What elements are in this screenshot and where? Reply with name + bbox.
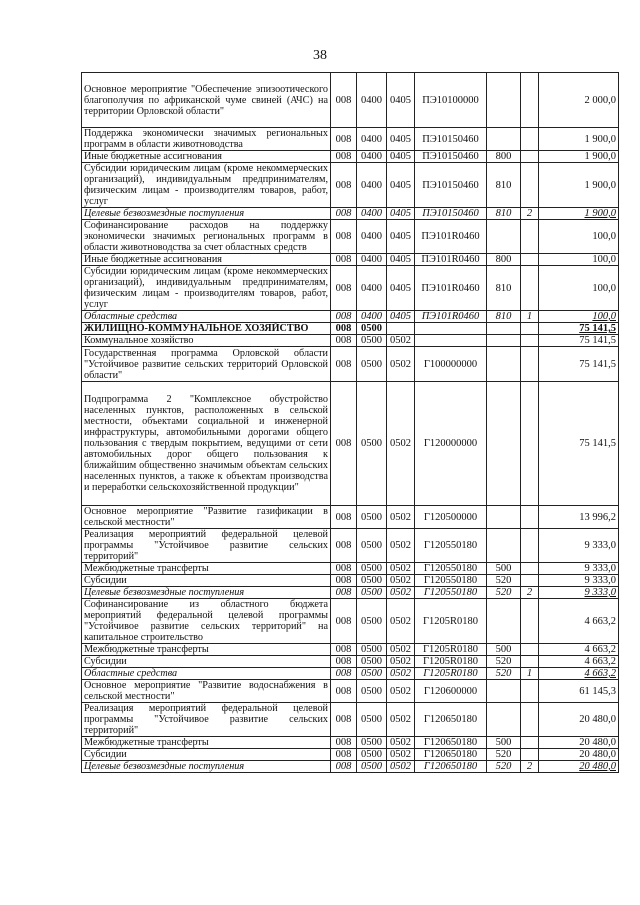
row-name: Областные средства [82, 311, 331, 323]
funding-source-code [521, 382, 539, 506]
target-article-code: Г120550180 [415, 587, 487, 599]
subsection-code: 0502 [387, 587, 415, 599]
amount: 75 141,5 [539, 382, 619, 506]
funding-source-code [521, 335, 539, 347]
funding-source-code [521, 151, 539, 163]
target-article-code: Г120600000 [415, 680, 487, 703]
table-row [82, 220, 619, 254]
table-row [82, 599, 619, 644]
ministry-code: 008 [331, 587, 357, 599]
section-code: 0500 [357, 335, 387, 347]
ministry-code: 008 [331, 737, 357, 749]
amount: 75 141,5 [539, 323, 619, 335]
ministry-code: 008 [331, 335, 357, 347]
expense-type-code: 500 [487, 737, 521, 749]
table-row [82, 163, 619, 208]
section-code: 0500 [357, 347, 387, 382]
row-name: Субсидии юридическим лицам (кроме некоммерческих организаций), индивидуальным предпринимателям, физическим лицам - производителям товаров, работ, услуг [82, 266, 331, 311]
expense-type-code: 810 [487, 311, 521, 323]
target-article-code: Г100000000 [415, 347, 487, 382]
target-article-code: ПЭ10150460 [415, 208, 487, 220]
expense-type-code: 500 [487, 644, 521, 656]
amount: 1 900,0 [539, 163, 619, 208]
section-code: 0400 [357, 73, 387, 128]
section-code: 0400 [357, 311, 387, 323]
target-article-code [415, 335, 487, 347]
section-code: 0400 [357, 254, 387, 266]
table-row [82, 347, 619, 382]
funding-source-code [521, 680, 539, 703]
row-name: Субсидии [82, 575, 331, 587]
funding-source-code: 1 [521, 668, 539, 680]
expense-type-code: 810 [487, 208, 521, 220]
expense-type-code [487, 599, 521, 644]
subsection-code: 0405 [387, 163, 415, 208]
table-row [82, 563, 619, 575]
row-name: Областные средства [82, 668, 331, 680]
ministry-code: 008 [331, 220, 357, 254]
target-article-code: ПЭ101R0460 [415, 220, 487, 254]
table-row [82, 128, 619, 151]
row-name: Целевые безвозмездные поступления [82, 587, 331, 599]
target-article-code: ПЭ101R0460 [415, 254, 487, 266]
expense-type-code [487, 128, 521, 151]
ministry-code: 008 [331, 163, 357, 208]
ministry-code: 008 [331, 151, 357, 163]
section-code: 0400 [357, 220, 387, 254]
subsection-code: 0502 [387, 656, 415, 668]
ministry-code: 008 [331, 703, 357, 737]
subsection-code: 0405 [387, 208, 415, 220]
funding-source-code [521, 563, 539, 575]
ministry-code: 008 [331, 749, 357, 761]
subsection-code: 0502 [387, 335, 415, 347]
funding-source-code [521, 599, 539, 644]
target-article-code: Г120550180 [415, 563, 487, 575]
section-code: 0400 [357, 128, 387, 151]
row-name: Межбюджетные трансферты [82, 737, 331, 749]
section-code: 0500 [357, 656, 387, 668]
section-code: 0400 [357, 163, 387, 208]
table-row [82, 151, 619, 163]
expense-type-code [487, 506, 521, 529]
expense-type-code: 500 [487, 563, 521, 575]
table-row [82, 761, 619, 773]
row-name: Субсидии [82, 749, 331, 761]
amount: 9 333,0 [539, 587, 619, 599]
subsection-code: 0502 [387, 599, 415, 644]
target-article-code: Г1205R0180 [415, 644, 487, 656]
expense-type-code: 520 [487, 587, 521, 599]
table-row [82, 656, 619, 668]
amount: 20 480,0 [539, 761, 619, 773]
target-article-code: ПЭ10100000 [415, 73, 487, 128]
subsection-code: 0405 [387, 73, 415, 128]
table-row [82, 644, 619, 656]
expense-type-code: 520 [487, 656, 521, 668]
amount: 4 663,2 [539, 668, 619, 680]
amount: 9 333,0 [539, 575, 619, 587]
amount: 1 900,0 [539, 128, 619, 151]
ministry-code: 008 [331, 680, 357, 703]
expense-type-code: 520 [487, 668, 521, 680]
row-name: Основное мероприятие "Развитие водоснабжения в сельской местности" [82, 680, 331, 703]
section-code: 0500 [357, 703, 387, 737]
subsection-code: 0502 [387, 737, 415, 749]
expense-type-code: 520 [487, 761, 521, 773]
target-article-code: Г120550180 [415, 575, 487, 587]
target-article-code: ПЭ101R0460 [415, 266, 487, 311]
expense-type-code: 810 [487, 163, 521, 208]
table-row [82, 703, 619, 737]
funding-source-code [521, 656, 539, 668]
subsection-code: 0405 [387, 151, 415, 163]
ministry-code: 008 [331, 656, 357, 668]
subsection-code: 0502 [387, 347, 415, 382]
target-article-code: ПЭ10150460 [415, 151, 487, 163]
table-row [82, 73, 619, 128]
subsection-code: 0405 [387, 128, 415, 151]
table-row [82, 749, 619, 761]
amount: 20 480,0 [539, 749, 619, 761]
funding-source-code [521, 737, 539, 749]
subsection-code: 0502 [387, 575, 415, 587]
ministry-code: 008 [331, 506, 357, 529]
section-code: 0500 [357, 529, 387, 563]
table-row [82, 254, 619, 266]
section-code: 0500 [357, 668, 387, 680]
subsection-code: 0405 [387, 220, 415, 254]
expense-type-code: 520 [487, 749, 521, 761]
table-row [82, 382, 619, 506]
target-article-code: Г120650180 [415, 737, 487, 749]
amount: 61 145,3 [539, 680, 619, 703]
subsection-code: 0502 [387, 703, 415, 737]
expense-type-code [487, 529, 521, 563]
funding-source-code [521, 575, 539, 587]
ministry-code: 008 [331, 599, 357, 644]
target-article-code: Г120650180 [415, 703, 487, 737]
funding-source-code [521, 347, 539, 382]
ministry-code: 008 [331, 323, 357, 335]
subsection-code: 0502 [387, 506, 415, 529]
target-article-code: ПЭ101R0460 [415, 311, 487, 323]
section-code: 0500 [357, 737, 387, 749]
section-code: 0500 [357, 749, 387, 761]
funding-source-code [521, 323, 539, 335]
table-body [82, 73, 619, 773]
row-name: Межбюджетные трансферты [82, 644, 331, 656]
subsection-code: 0502 [387, 644, 415, 656]
amount: 100,0 [539, 254, 619, 266]
amount: 1 900,0 [539, 208, 619, 220]
ministry-code: 008 [331, 347, 357, 382]
amount: 9 333,0 [539, 529, 619, 563]
funding-source-code [521, 529, 539, 563]
table-row [82, 668, 619, 680]
row-name: Коммунальное хозяйство [82, 335, 331, 347]
amount: 4 663,2 [539, 656, 619, 668]
funding-source-code [521, 266, 539, 311]
amount: 75 141,5 [539, 347, 619, 382]
amount: 4 663,2 [539, 644, 619, 656]
expense-type-code: 810 [487, 266, 521, 311]
row-name: Иные бюджетные ассигнования [82, 151, 331, 163]
row-name: Реализация мероприятий федеральной целевой программы "Устойчивое развитие сельских территорий" [82, 529, 331, 563]
row-name: Поддержка экономически значимых региональных программ в области животноводства [82, 128, 331, 151]
row-name: Субсидии юридическим лицам (кроме некоммерческих организаций), индивидуальным предпринимателям, физическим лицам - производителям товаров, работ, услуг [82, 163, 331, 208]
ministry-code: 008 [331, 266, 357, 311]
table-row [82, 529, 619, 563]
section-code: 0500 [357, 599, 387, 644]
funding-source-code [521, 128, 539, 151]
row-name: Государственная программа Орловской области "Устойчивое развитие сельских территорий Орловской области" [82, 347, 331, 382]
funding-source-code: 2 [521, 761, 539, 773]
ministry-code: 008 [331, 563, 357, 575]
section-code: 0500 [357, 506, 387, 529]
row-name: Подпрограмма 2 "Комплексное обустройство населенных пунктов, расположенных в сельской местности, объектами социальной и инженерной инфраструктуры, автомобильными дорогами общего пользования с твердым покрытием, ведущими от сети автомобильных дорог общего пользования к ближайшим общественно значимым объектам сельских населенных пунктов, а также к объектам производства и переработки сельскохозяйственной продукции" [82, 382, 331, 506]
amount: 1 900,0 [539, 151, 619, 163]
funding-source-code [521, 163, 539, 208]
amount: 75 141,5 [539, 335, 619, 347]
ministry-code: 008 [331, 761, 357, 773]
section-code: 0500 [357, 575, 387, 587]
section-code: 0500 [357, 382, 387, 506]
ministry-code: 008 [331, 254, 357, 266]
expense-type-code [487, 335, 521, 347]
section-code: 0500 [357, 587, 387, 599]
row-name: Целевые безвозмездные поступления [82, 208, 331, 220]
funding-source-code [521, 703, 539, 737]
expense-type-code [487, 382, 521, 506]
amount: 100,0 [539, 311, 619, 323]
ministry-code: 008 [331, 644, 357, 656]
row-name: Субсидии [82, 656, 331, 668]
target-article-code [415, 323, 487, 335]
subsection-code: 0502 [387, 680, 415, 703]
target-article-code: Г120000000 [415, 382, 487, 506]
row-name: Софинансирование из областного бюджета мероприятий федеральной целевой программы "Устойчивое развитие сельских территорий" на капитальное строительство [82, 599, 331, 644]
expense-type-code [487, 347, 521, 382]
target-article-code: Г120550180 [415, 529, 487, 563]
row-name: Основное мероприятие "Развитие газификации в сельской местности" [82, 506, 331, 529]
ministry-code: 008 [331, 73, 357, 128]
subsection-code: 0405 [387, 311, 415, 323]
subsection-code: 0502 [387, 749, 415, 761]
amount: 4 663,2 [539, 599, 619, 644]
funding-source-code: 2 [521, 587, 539, 599]
budget-table [81, 72, 619, 773]
table-row [82, 506, 619, 529]
section-code: 0500 [357, 563, 387, 575]
target-article-code: Г1205R0180 [415, 656, 487, 668]
funding-source-code [521, 749, 539, 761]
ministry-code: 008 [331, 311, 357, 323]
expense-type-code [487, 680, 521, 703]
ministry-code: 008 [331, 529, 357, 563]
table-row [82, 737, 619, 749]
table-row [82, 323, 619, 335]
target-article-code: ПЭ10150460 [415, 163, 487, 208]
ministry-code: 008 [331, 575, 357, 587]
section-code: 0400 [357, 208, 387, 220]
table-row [82, 311, 619, 323]
target-article-code: Г1205R0180 [415, 599, 487, 644]
expense-type-code [487, 220, 521, 254]
row-name: Целевые безвозмездные поступления [82, 761, 331, 773]
row-name: Межбюджетные трансферты [82, 563, 331, 575]
amount: 100,0 [539, 220, 619, 254]
subsection-code: 0502 [387, 382, 415, 506]
funding-source-code [521, 220, 539, 254]
row-name: ЖИЛИЩНО-КОММУНАЛЬНОЕ ХОЗЯЙСТВО [82, 323, 331, 335]
amount: 9 333,0 [539, 563, 619, 575]
expense-type-code: 520 [487, 575, 521, 587]
amount: 13 996,2 [539, 506, 619, 529]
row-name: Основное мероприятие "Обеспечение эпизоотического благополучия по африканской чуме свиней (АЧС) на территории Орловской области" [82, 73, 331, 128]
subsection-code [387, 323, 415, 335]
funding-source-code [521, 644, 539, 656]
expense-type-code: 800 [487, 151, 521, 163]
ministry-code: 008 [331, 382, 357, 506]
section-code: 0500 [357, 761, 387, 773]
subsection-code: 0502 [387, 668, 415, 680]
row-name: Реализация мероприятий федеральной целевой программы "Устойчивое развитие сельских территорий" [82, 703, 331, 737]
subsection-code: 0502 [387, 761, 415, 773]
funding-source-code: 1 [521, 311, 539, 323]
table-row [82, 587, 619, 599]
row-name: Иные бюджетные ассигнования [82, 254, 331, 266]
page-number: 38 [313, 48, 327, 63]
amount: 20 480,0 [539, 737, 619, 749]
expense-type-code [487, 703, 521, 737]
section-code: 0400 [357, 151, 387, 163]
section-code: 0400 [357, 266, 387, 311]
target-article-code: Г120650180 [415, 761, 487, 773]
table-row [82, 680, 619, 703]
funding-source-code [521, 73, 539, 128]
table-row [82, 575, 619, 587]
expense-type-code [487, 73, 521, 128]
expense-type-code [487, 323, 521, 335]
amount: 100,0 [539, 266, 619, 311]
ministry-code: 008 [331, 668, 357, 680]
subsection-code: 0405 [387, 266, 415, 311]
target-article-code: Г120650180 [415, 749, 487, 761]
section-code: 0500 [357, 644, 387, 656]
table-row [82, 335, 619, 347]
table-row [82, 208, 619, 220]
amount: 2 000,0 [539, 73, 619, 128]
subsection-code: 0502 [387, 563, 415, 575]
section-code: 0500 [357, 680, 387, 703]
target-article-code: ПЭ10150460 [415, 128, 487, 151]
ministry-code: 008 [331, 208, 357, 220]
ministry-code: 008 [331, 128, 357, 151]
amount: 20 480,0 [539, 703, 619, 737]
expense-type-code: 800 [487, 254, 521, 266]
funding-source-code [521, 254, 539, 266]
section-code: 0500 [357, 323, 387, 335]
funding-source-code [521, 506, 539, 529]
target-article-code: Г120500000 [415, 506, 487, 529]
target-article-code: Г1205R0180 [415, 668, 487, 680]
table-row [82, 266, 619, 311]
subsection-code: 0502 [387, 529, 415, 563]
subsection-code: 0405 [387, 254, 415, 266]
funding-source-code: 2 [521, 208, 539, 220]
row-name: Софинансирование расходов на поддержку экономически значимых региональных программ в области животноводства за счет областных средств [82, 220, 331, 254]
